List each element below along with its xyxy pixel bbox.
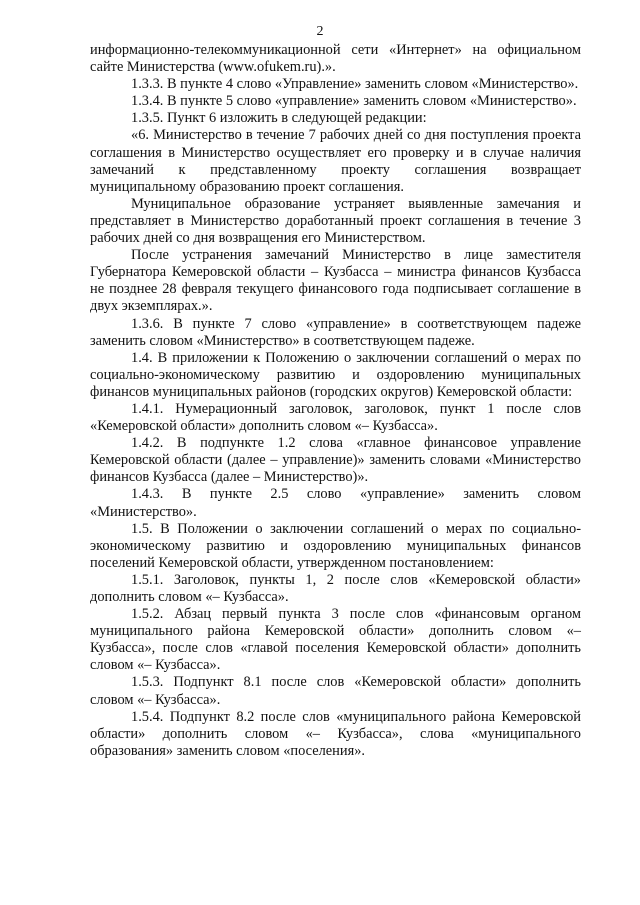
paragraph: «6. Министерство в течение 7 рабочих дней со дня поступления проекта соглашения в Министерство осуществляет его проверку и в случае наличия замечаний к представленному проекту соглашения возвращает муниципальному образованию проект соглашения. — [90, 127, 581, 195]
paragraph: 1.4.2. В подпункте 1.2 слова «главное финансовое управление Кемеровской области (далее – управление)» заменить словами «Министерство финансов Кузбасса (далее – Министерство)». — [90, 435, 581, 486]
paragraph: 1.5.4. Подпункт 8.2 после слов «муниципального района Кемеровской области» дополнить словом «– Кузбасса», слова «муниципального образования» заменить словом «поселения». — [90, 708, 581, 759]
paragraph: 1.3.4. В пункте 5 слово «управление» заменить словом «Министерство». — [131, 93, 577, 110]
paragraph: 1.5.1. Заголовок, пункты 1, 2 после слов «Кемеровской области» дополнить словом «– Кузбасса». — [90, 571, 581, 605]
paragraph: 1.3.5. Пункт 6 изложить в следующей редакции: — [131, 110, 427, 127]
paragraph: 1.3.3. В пункте 4 слово «Управление» заменить словом «Министерство». — [131, 76, 579, 93]
paragraph: 1.3.6. В пункте 7 слово «управление» в соответствующем падеже заменить словом «Министерство» в соответствующем падеже. — [90, 315, 581, 349]
paragraph: Муниципальное образование устраняет выявленные замечания и представляет в Министерство доработанный проект соглашения в течение 3 рабочих дней со дня возвращения его Министерством. — [90, 195, 581, 247]
paragraph: 1.5.2. Абзац первый пункта 3 после слов «финансовым органом муниципального района Кемеровской области» дополнить словом «– Кузбасса», после слов «главой поселения Кемеровской области» дополнить словом «– Кузбасса». — [90, 606, 581, 674]
paragraph: информационно-телекоммуникационной сети «Интернет» на официальном сайте Министерства (www.ofukem.ru).». — [90, 42, 581, 76]
document-body — [90, 42, 581, 760]
page-number: 2 — [316, 24, 324, 39]
paragraph: После устранения замечаний Министерство в лице заместителя Губернатора Кемеровской области – Кузбасса – министра финансов Кузбасса не позднее 28 февраля текущего финансового года подписывает соглашение в двух экземплярах.». — [90, 247, 581, 315]
paragraph: 1.5.3. Подпункт 8.1 после слов «Кемеровской области» дополнить словом «– Кузбасса». — [90, 674, 581, 708]
paragraph: 1.4.3. В пункте 2.5 слово «управление» заменить словом «Министерство». — [90, 486, 581, 520]
paragraph: 1.5. В Положении о заключении соглашений о мерах по социально-экономическому развитию и оздоровлению муниципальных финансов поселений Кемеровской области, утвержденном постановлением: — [90, 520, 581, 571]
paragraph: 1.4. В приложении к Положению о заключении соглашений о мерах по социально-экономическому развитию и оздоровлению муниципальных финансов муниципальных районов (городских округов) Кемеровской области: — [90, 349, 581, 400]
paragraph: 1.4.1. Нумерационный заголовок, заголовок, пункт 1 после слов «Кемеровской области» дополнить словом «– Кузбасса». — [90, 400, 581, 435]
